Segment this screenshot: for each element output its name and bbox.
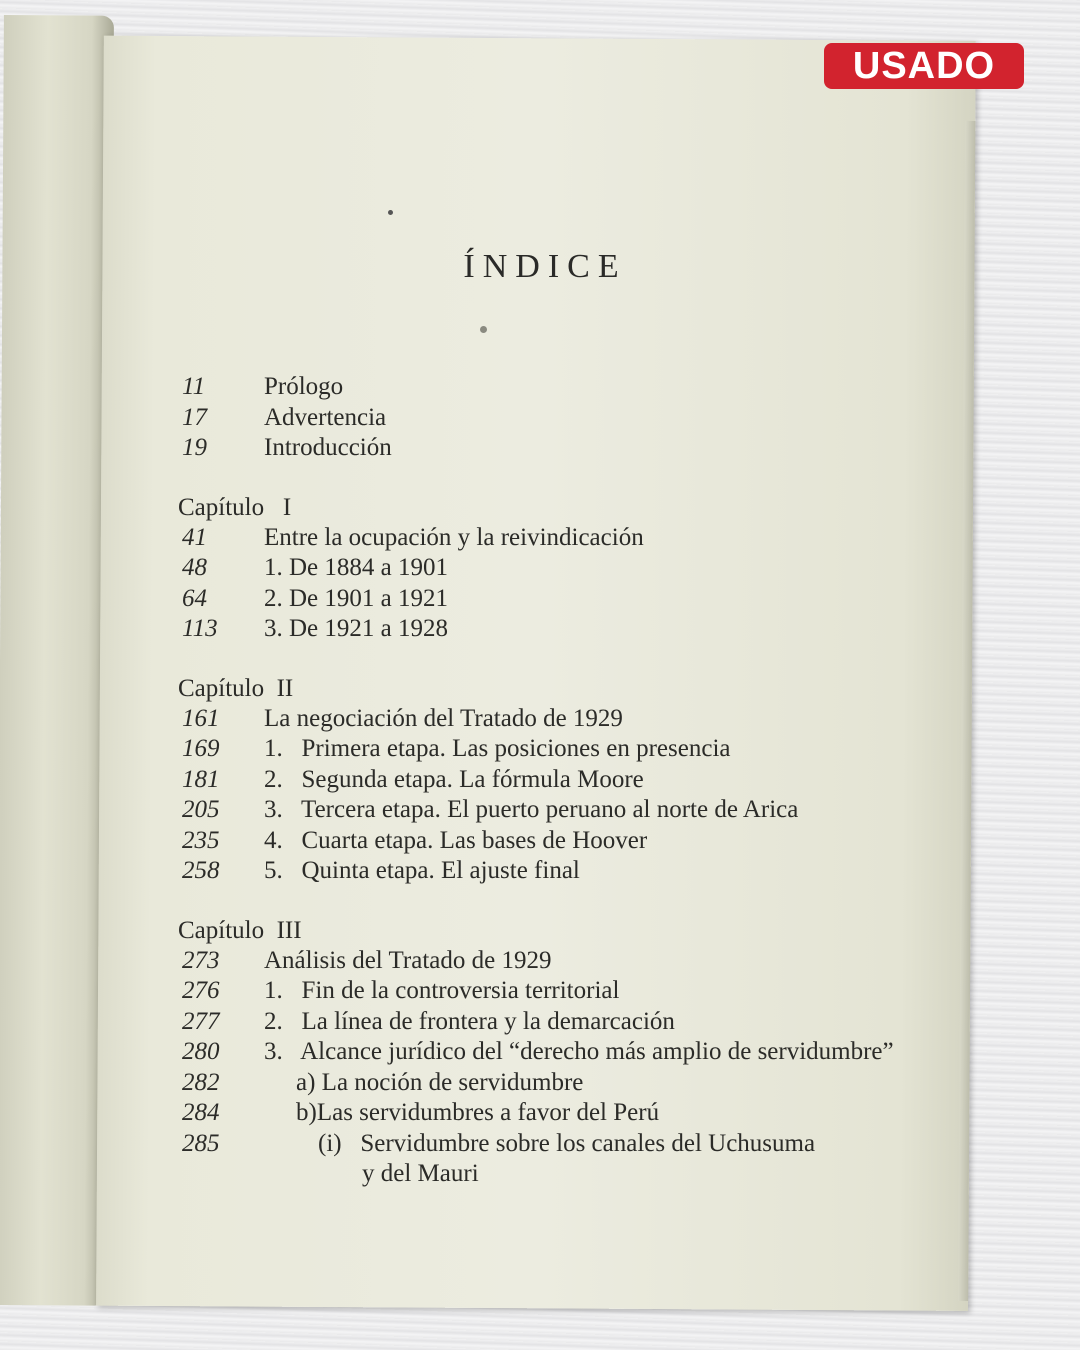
entry-title: 3. Alcance jurídico del “derecho más amplio de servidumbre”	[264, 1038, 894, 1065]
chapter-heading: Capítulo I	[178, 493, 292, 521]
entry-title: 2. De 1901 a 1921	[264, 584, 448, 612]
entry-title: 1. Primera etapa. Las posiciones en presencia	[264, 735, 731, 762]
ink-speck	[388, 210, 393, 215]
entry-title: 2. Segunda etapa. La fórmula Moore	[264, 765, 644, 793]
page-number: 169	[182, 735, 220, 762]
toc-entry	[178, 734, 958, 765]
page-number: 113	[182, 615, 218, 642]
entry-title: 1. De 1884 a 1901	[264, 554, 448, 581]
entry-title: Introducción	[264, 434, 392, 461]
entry-title: 5. Quinta etapa. El ajuste final	[264, 857, 580, 884]
ink-speck	[480, 326, 487, 333]
page-number: 282	[182, 1068, 220, 1096]
entry-title: 3. De 1921 a 1928	[264, 615, 448, 642]
toc-entry	[178, 372, 958, 403]
entry-title: (i) Servidumbre sobre los canales del Uchusuma	[318, 1129, 816, 1157]
toc-entry	[178, 433, 958, 464]
page-number: 17	[182, 403, 207, 431]
page-number: 284	[182, 1099, 220, 1126]
entry-title: Prólogo	[264, 373, 344, 400]
page-number: 11	[182, 373, 206, 400]
page-number: 277	[182, 1007, 220, 1035]
page-number: 280	[182, 1038, 220, 1065]
toc-entry	[178, 1007, 958, 1038]
toc-entry	[178, 826, 958, 857]
toc-entry	[178, 765, 958, 796]
entry-title: b)Las servidumbres a favor del Perú	[296, 1099, 660, 1126]
page-number: 205	[182, 796, 220, 823]
page-number: 285	[182, 1129, 220, 1157]
toc-entry	[178, 795, 958, 826]
page-number: 273	[182, 946, 220, 974]
toc-entry	[178, 614, 958, 645]
toc-entry	[178, 856, 958, 887]
chapter-3	[178, 915, 958, 1190]
chapter-1	[178, 492, 958, 645]
page-title: ÍNDICE	[463, 248, 627, 285]
page-number: 19	[182, 434, 207, 461]
toc-entry	[178, 946, 958, 977]
toc-entry	[178, 523, 958, 554]
page-number: 258	[182, 857, 220, 884]
page-number: 235	[182, 826, 220, 854]
chapter-2	[178, 673, 958, 887]
toc-entry	[178, 1159, 958, 1190]
toc-entry	[178, 584, 958, 615]
page-number: 64	[182, 584, 207, 612]
entry-title: La negociación del Tratado de 1929	[264, 704, 623, 732]
entry-title: a) La noción de servidumbre	[296, 1068, 584, 1096]
chapter-heading: Capítulo II	[178, 674, 294, 702]
page-number: 276	[182, 977, 220, 1004]
table-of-contents	[178, 372, 958, 1190]
entry-title: Entre la ocupación y la reivindicación	[264, 523, 644, 551]
toc-entry	[178, 704, 958, 735]
toc-entry	[178, 403, 958, 434]
toc-entry	[178, 1098, 958, 1129]
entry-title: 1. Fin de la controversia territorial	[264, 977, 620, 1004]
used-badge: USADO	[824, 43, 1024, 89]
toc-entry	[178, 553, 958, 584]
page-number: 161	[182, 704, 220, 732]
entry-title: 2. La línea de frontera y la demarcación	[264, 1007, 675, 1035]
front-matter	[178, 372, 958, 464]
entry-title: 3. Tercera etapa. El puerto peruano al norte de Arica	[264, 796, 799, 823]
toc-entry	[178, 1037, 958, 1068]
toc-entry	[178, 976, 958, 1007]
page-number: 48	[182, 554, 207, 581]
toc-entry	[178, 1129, 958, 1160]
entry-title: 4. Cuarta etapa. Las bases de Hoover	[264, 826, 648, 854]
page-number: 41	[182, 523, 207, 551]
entry-title: y del Mauri	[362, 1160, 479, 1187]
toc-entry	[178, 1068, 958, 1099]
page-number: 181	[182, 765, 220, 793]
entry-title: Análisis del Tratado de 1929	[264, 946, 552, 974]
entry-title: Advertencia	[264, 403, 387, 431]
chapter-heading: Capítulo III	[178, 916, 302, 944]
